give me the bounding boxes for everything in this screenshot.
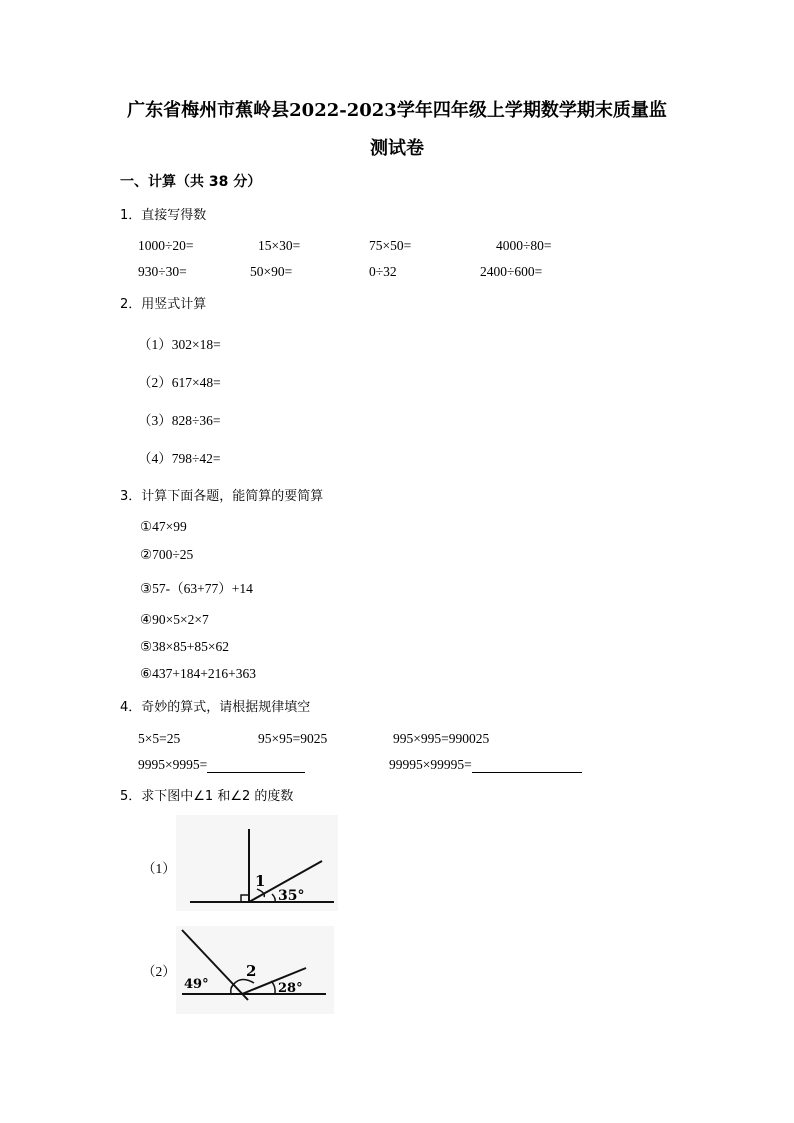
- question-4-label: 4．奇妙的算式，请根据规律填空: [120, 700, 311, 715]
- figure-2-label: （2）: [142, 964, 176, 979]
- q4-item-with-blank: [138, 757, 305, 773]
- answer-blank[interactable]: [207, 758, 305, 773]
- q1-item: 930÷30=: [138, 264, 187, 279]
- question-3-label: 3．计算下面各题，能简算的要简算: [120, 489, 324, 504]
- q1-item: 15×30=: [258, 238, 301, 253]
- q1-item: 50×90=: [250, 264, 293, 279]
- q4-item: 95×95=9025: [258, 731, 328, 746]
- q3-item: ⑥437+184+216+363: [140, 666, 256, 681]
- question-1-label: 1．直接写得数: [120, 208, 207, 223]
- angle-35-value: 35°: [278, 888, 305, 904]
- q4-item: 5×5=25: [138, 731, 181, 746]
- q2-item: （2）617×48=: [138, 375, 221, 390]
- angle-figure-1: [176, 815, 338, 911]
- figure-1-label: （1）: [142, 861, 176, 876]
- q4-expression: 9995×9995=: [138, 757, 208, 772]
- q3-item: ①47×99: [140, 519, 187, 534]
- q4-item-with-blank: [389, 757, 582, 773]
- angle-2-label: 2: [246, 962, 257, 980]
- q1-item: 1000÷20=: [138, 238, 194, 253]
- q1-item: 75×50=: [369, 238, 412, 253]
- question-5-label: 5．求下图中∠1 和∠2 的度数: [120, 789, 294, 804]
- q1-item: 4000÷80=: [496, 238, 552, 253]
- question-2-label: 2．用竖式计算: [120, 297, 207, 312]
- section-heading-calculation: 一、计算（共 38 分）: [120, 174, 262, 190]
- answer-blank[interactable]: [472, 758, 582, 773]
- q1-item: 2400÷600=: [480, 264, 543, 279]
- angle-28-value: 28°: [278, 981, 303, 996]
- q4-expression: 99995×99995=: [389, 757, 472, 772]
- q3-item: ⑤38×85+85×62: [140, 639, 229, 654]
- angle-1-label: 1: [255, 872, 266, 890]
- q3-item: ③57-（63+77）+14: [140, 581, 253, 596]
- q2-item: （4）798÷42=: [138, 451, 221, 466]
- page-title-line2: 测试卷: [370, 138, 424, 159]
- angle-figure-2: [176, 926, 334, 1014]
- q1-item: 0÷32: [369, 264, 397, 279]
- angle-49-value: 49°: [184, 977, 209, 992]
- q4-item: 995×995=990025: [393, 731, 490, 746]
- q2-item: （3）828÷36=: [138, 413, 221, 428]
- q2-item: （1）302×18=: [138, 337, 221, 352]
- q3-item: ②700÷25: [140, 547, 194, 562]
- q3-item: ④90×5×2×7: [140, 612, 209, 627]
- page-title-line1: 广东省梅州市蕉岭县2022-2023学年四年级上学期数学期末质量监: [127, 100, 667, 121]
